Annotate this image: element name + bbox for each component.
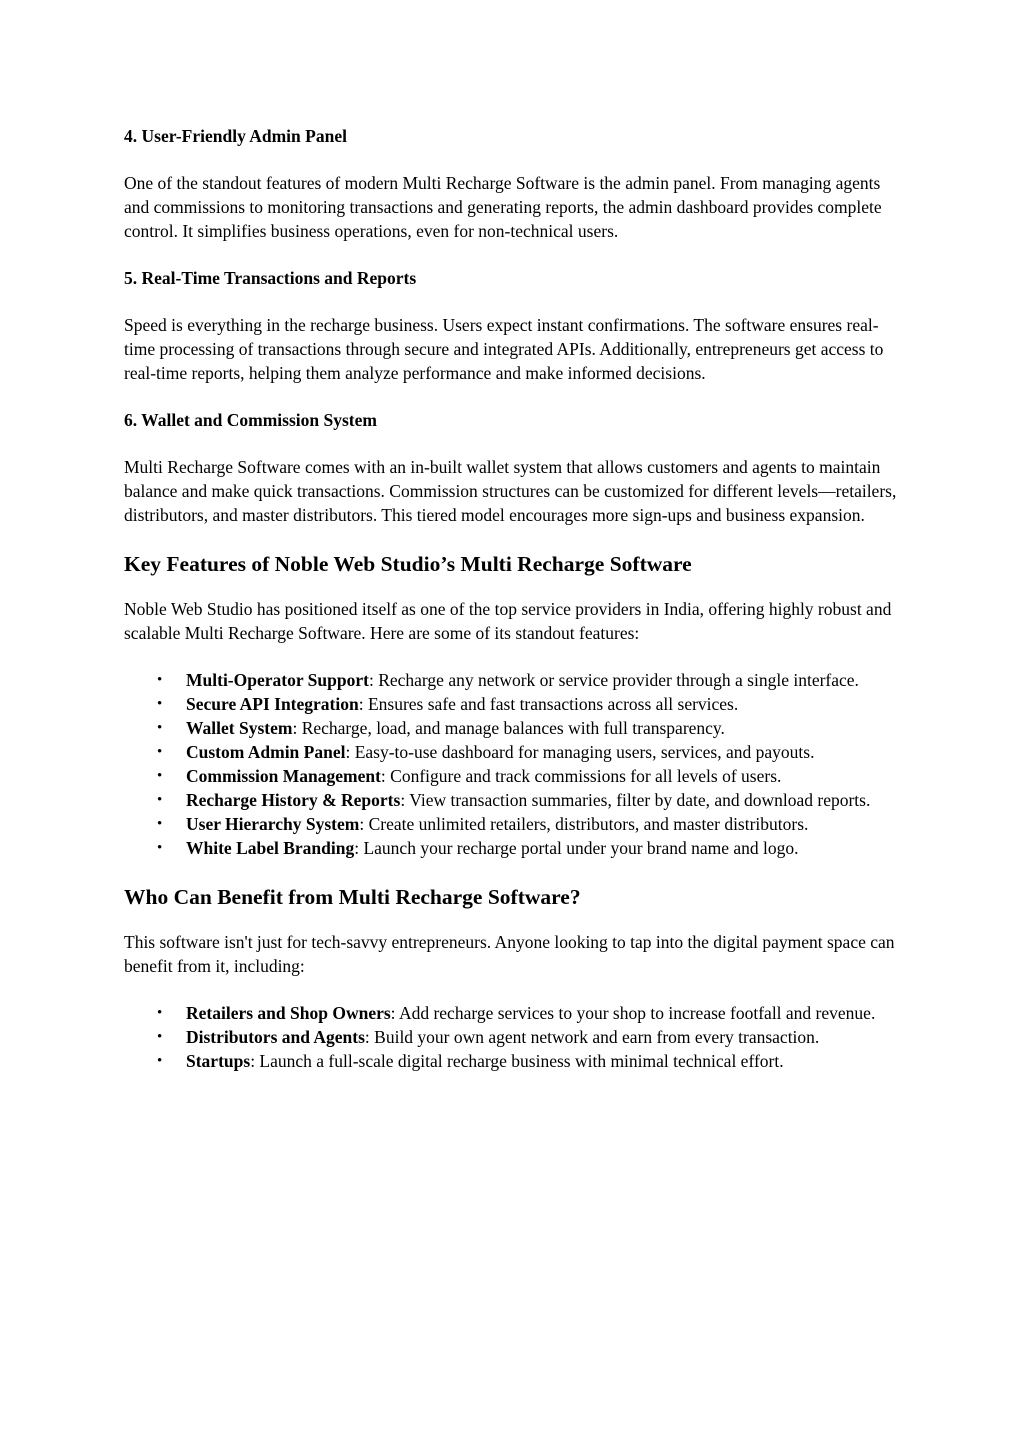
- feature-term: Wallet System: [186, 718, 293, 738]
- bullet-icon: •: [157, 1053, 163, 1069]
- section-heading-real-time: 5. Real-Time Transactions and Reports: [124, 268, 417, 288]
- feature-desc: : Configure and track commissions for all levels of users.: [380, 766, 782, 786]
- bullet-icon: •: [157, 720, 163, 736]
- benefit-desc: : Add recharge services to your shop to increase footfall and revenue.: [390, 1003, 876, 1023]
- key-features-heading: Key Features of Noble Web Studio’s Multi Recharge Software: [124, 552, 692, 576]
- list-item: [124, 836, 904, 860]
- section-heading-admin-panel: 4. User-Friendly Admin Panel: [124, 126, 347, 146]
- list-item: [124, 740, 904, 764]
- list-item: [124, 764, 904, 788]
- feature-term: Multi-Operator Support: [186, 670, 369, 690]
- bullet-icon: •: [157, 816, 163, 832]
- bullet-icon: •: [157, 672, 163, 688]
- section-heading-wallet: 6. Wallet and Commission System: [124, 410, 377, 430]
- section-paragraph-real-time: Speed is everything in the recharge business. Users expect instant confirmations. The software ensures real-time processing of transactions through secure and integrated APIs. Additionally, entrepreneurs get access to real-time reports, helping them analyze performance and make informed decisions.: [124, 315, 884, 383]
- who-benefits-heading: Who Can Benefit from Multi Recharge Software?: [124, 885, 581, 909]
- feature-desc: : Launch your recharge portal under your brand name and logo.: [354, 838, 799, 858]
- feature-term: Custom Admin Panel: [186, 742, 346, 762]
- who-benefits-list: [124, 1001, 904, 1073]
- feature-desc: : Recharge, load, and manage balances with full transparency.: [292, 718, 725, 738]
- bullet-icon: •: [157, 768, 163, 784]
- bullet-icon: •: [157, 840, 163, 856]
- benefit-term: Retailers and Shop Owners: [186, 1003, 391, 1023]
- bullet-icon: •: [157, 696, 163, 712]
- benefit-desc: : Build your own agent network and earn from every transaction.: [364, 1027, 820, 1047]
- list-item: [124, 1025, 904, 1049]
- benefit-term: Startups: [186, 1051, 251, 1071]
- feature-term: Recharge History & Reports: [186, 790, 401, 810]
- list-item: [124, 1049, 904, 1073]
- benefit-term: Distributors and Agents: [186, 1027, 365, 1047]
- bullet-icon: •: [157, 1029, 163, 1045]
- bullet-icon: •: [157, 792, 163, 808]
- section-paragraph-wallet: Multi Recharge Software comes with an in-built wallet system that allows customers and agents to maintain balance and make quick transactions. Commission structures can be customized for different levels—retailers, distributors, and master distributors. This tiered model encourages more sign-ups and business expansion.: [124, 457, 897, 525]
- list-item: [124, 668, 904, 692]
- feature-desc: : View transaction summaries, filter by date, and download reports.: [400, 790, 871, 810]
- list-item: [124, 1001, 904, 1025]
- feature-desc: : Create unlimited retailers, distributors, and master distributors.: [359, 814, 809, 834]
- feature-term: Secure API Integration: [186, 694, 359, 714]
- list-item: [124, 692, 904, 716]
- feature-desc: : Ensures safe and fast transactions across all services.: [358, 694, 739, 714]
- benefit-desc: : Launch a full-scale digital recharge business with minimal technical effort.: [250, 1051, 784, 1071]
- bullet-icon: •: [157, 744, 163, 760]
- feature-desc: : Recharge any network or service provider through a single interface.: [368, 670, 859, 690]
- feature-term: Commission Management: [186, 766, 381, 786]
- section-paragraph-admin-panel: One of the standout features of modern Multi Recharge Software is the admin panel. From managing agents and commissions to monitoring transactions and generating reports, the admin dashboard provides complete control. It simplifies business operations, even for non-technical users.: [124, 173, 882, 241]
- feature-term: White Label Branding: [186, 838, 355, 858]
- key-features-list: [124, 668, 904, 860]
- bullet-icon: •: [157, 1005, 163, 1021]
- document-page: [124, 124, 904, 1096]
- list-item: [124, 788, 904, 812]
- who-benefits-intro: This software isn't just for tech-savvy entrepreneurs. Anyone looking to tap into the digital payment space can benefit from it, including:: [124, 932, 895, 976]
- feature-desc: : Easy-to-use dashboard for managing users, services, and payouts.: [345, 742, 815, 762]
- list-item: [124, 716, 904, 740]
- list-item: [124, 812, 904, 836]
- key-features-intro: Noble Web Studio has positioned itself as one of the top service providers in India, offering highly robust and scalable Multi Recharge Software. Here are some of its standout features:: [124, 599, 892, 643]
- feature-term: User Hierarchy System: [186, 814, 360, 834]
